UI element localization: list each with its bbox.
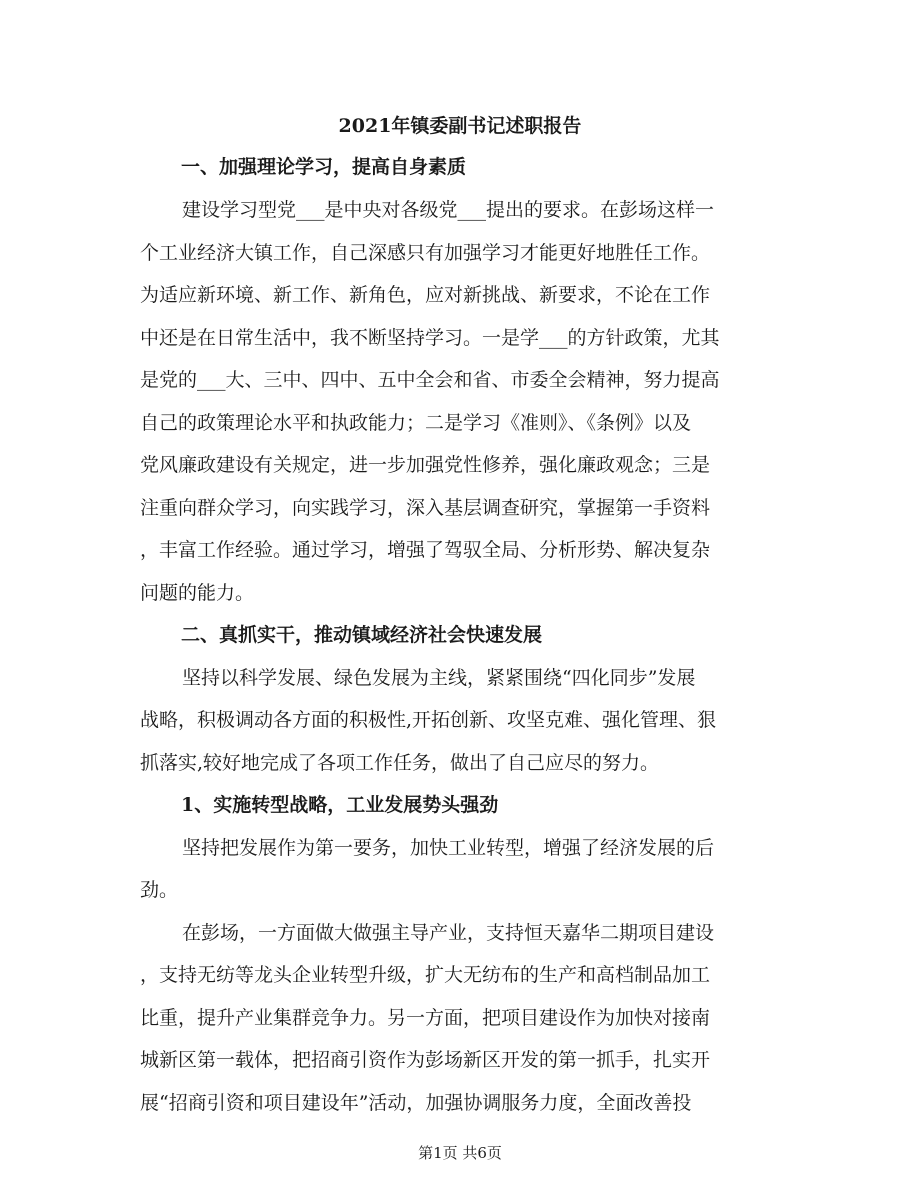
paragraph-line: 自己的政策理论水平和执政能力；二是学习《准则》、《条例》以及 [140,412,692,434]
paragraph-line: 问题的能力。 [140,582,255,604]
paragraph-line: 坚持以科学发展、绿色发展为主线，紧紧围绕“四化同步”发展 [182,667,696,689]
document-title: 2021年镇委副书记述职报告 [338,115,582,137]
page-footer: 第1页 共6页 [418,1144,502,1162]
paragraph-line: 建设学习型党___是中央对各级党___提出的要求。在彭场这样一 [182,199,715,221]
paragraph-line: 在彭场，一方面做大做强主导产业，支持恒天嘉华二期项目建设 [182,922,715,944]
paragraph-line: 党风廉政建设有关规定，进一步加强党性修养，强化廉政观念；三是 [140,454,711,476]
paragraph-line: 是党的___大、三中、四中、五中全会和省、市委全会精神，努力提高 [140,369,720,391]
paragraph-line: 劲。 [140,879,179,901]
paragraph-line: 城新区第一载体，把招商引资作为彭场新区开发的第一抓手，扎实开 [140,1049,711,1071]
paragraph-line: ，支持无纺等龙头企业转型升级，扩大无纺布的生产和高档制品加工 [140,964,711,986]
paragraph-line: 为适应新环境、新工作、新角色，应对新挑战、新要求，不论在工作 [140,284,711,306]
subsection-heading: 1、实施转型战略，工业发展势头强劲 [181,794,499,816]
paragraph-line: 注重向群众学习，向实践学习，深入基层调查研究，掌握第一手资料 [140,497,711,519]
paragraph-line: 中还是在日常生活中，我不断坚持学习。一是学___的方针政策，尤其 [140,327,720,349]
paragraph-line: 比重，提升产业集群竞争力。另一方面，把项目建设作为加快对接南 [140,1007,711,1029]
paragraph-line: 抓落实,较好地完成了各项工作任务，做出了自己应尽的努力。 [140,752,660,774]
section-heading: 一、加强理论学习，提高自身素质 [181,156,467,178]
section-heading: 二、真抓实干，推动镇域经济社会快速发展 [181,624,543,646]
paragraph-line: 坚持把发展作为第一要务，加快工业转型，增强了经济发展的后 [182,837,715,859]
paragraph-line: ，丰富工作经验。通过学习，增强了驾驭全局、分析形势、解决复杂 [140,539,711,561]
paragraph-line: 个工业经济大镇工作，自己深感只有加强学习才能更好地胜任工作。 [140,242,711,264]
paragraph-line: 战略，积极调动各方面的积极性,开拓创新、攻坚克难、强化管理、狠 [140,709,717,731]
paragraph-line: 展“招商引资和项目建设年”活动，加强协调服务力度，全面改善投 [140,1092,692,1114]
